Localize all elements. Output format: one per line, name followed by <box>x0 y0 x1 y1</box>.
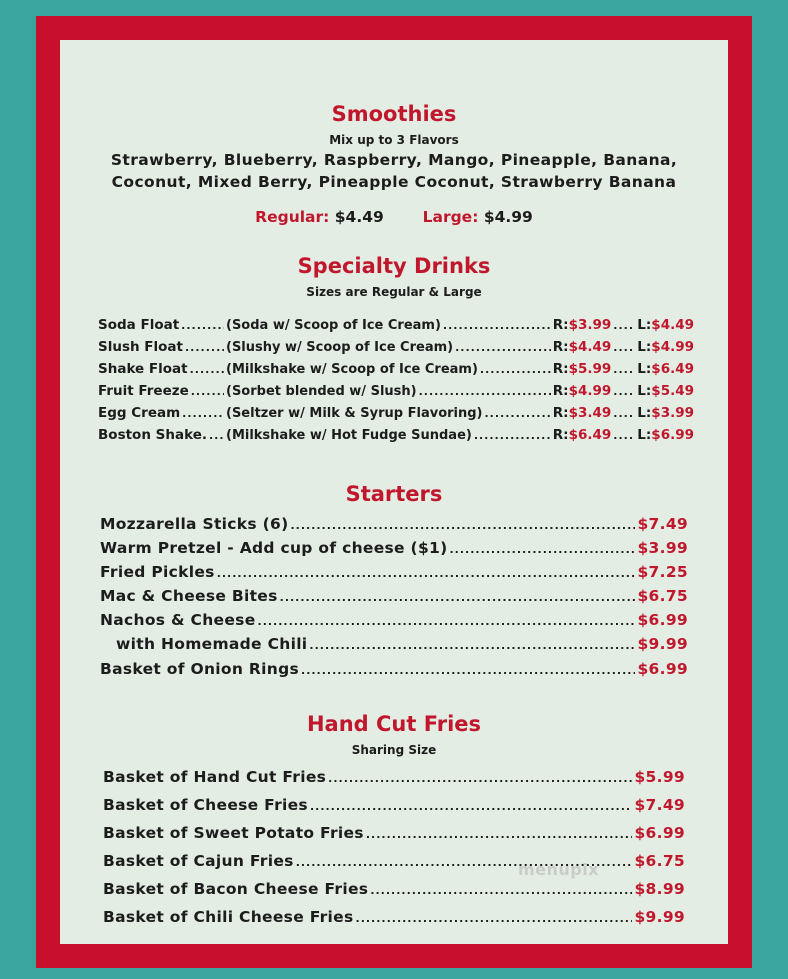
starter-row <box>100 611 688 629</box>
regular-price: $3.99 <box>568 317 612 333</box>
large-label: L: <box>637 383 652 399</box>
item-name: Mac & Cheese Bites <box>100 587 278 605</box>
item-name: Basket of Bacon Cheese Fries <box>103 880 369 898</box>
large-price: $4.99 <box>483 208 533 226</box>
large-label: L: <box>637 339 652 355</box>
starter-row <box>100 539 688 557</box>
item-name: Nachos & Cheese <box>100 611 256 629</box>
item-name: Fruit Freeze <box>98 383 189 399</box>
smoothies-subtitle: Mix up to 3 Flavors <box>329 133 459 147</box>
large-price: $4.49 <box>651 317 694 333</box>
item-price: $6.99 <box>637 660 688 678</box>
regular-label: R: <box>552 405 569 421</box>
regular-label: R: <box>552 361 569 377</box>
specialty-row <box>98 427 694 443</box>
specialty-title: Specialty Drinks <box>297 254 491 278</box>
smoothies-flavors-line1: Strawberry, Blueberry, Raspberry, Mango, Pineapple, Banana, <box>110 151 678 169</box>
item-price: $7.49 <box>634 796 685 814</box>
item-price: $6.75 <box>634 852 685 870</box>
item-price: $9.99 <box>637 635 688 653</box>
regular-label: R: <box>552 317 569 333</box>
menu-frame <box>36 16 752 968</box>
item-name: Warm Pretzel - Add cup of cheese ($1) <box>100 539 448 557</box>
specialty-row <box>98 339 694 355</box>
item-desc: (Seltzer w/ Milk & Syrup Flavoring) <box>226 406 483 421</box>
regular-price: $6.49 <box>568 427 612 443</box>
starter-row <box>116 635 688 653</box>
regular-price: $3.49 <box>568 405 612 421</box>
item-name: Basket of Cheese Fries <box>103 796 308 814</box>
item-desc: (Milkshake w/ Hot Fudge Sundae) <box>226 428 472 443</box>
large-label: L: <box>637 361 652 377</box>
item-name: Fried Pickles <box>100 563 215 581</box>
large-price: $3.99 <box>651 405 694 421</box>
smoothies-flavors-line2: Coconut, Mixed Berry, Pineapple Coconut, Strawberry Banana <box>111 173 677 191</box>
starter-row <box>100 660 688 678</box>
item-desc: (Slushy w/ Scoop of Ice Cream) <box>226 340 454 355</box>
smoothies-title: Smoothies <box>331 102 457 126</box>
item-desc: (Sorbet blended w/ Slush) <box>226 384 417 399</box>
item-price: $8.99 <box>634 880 685 898</box>
item-name: with Homemade Chili <box>116 635 308 653</box>
fries-subtitle: Sharing Size <box>351 743 437 757</box>
item-name: Basket of Cajun Fries <box>103 852 294 870</box>
specialty-row <box>98 317 694 333</box>
item-price: $6.75 <box>637 587 688 605</box>
regular-label: R: <box>552 339 569 355</box>
item-price: $6.99 <box>637 611 688 629</box>
item-price: $6.99 <box>634 824 685 842</box>
item-name: Basket of Sweet Potato Fries <box>103 824 364 842</box>
regular-label: R: <box>552 383 569 399</box>
starter-row <box>100 587 688 605</box>
item-price: $9.99 <box>634 908 685 926</box>
large-label: L: <box>637 405 652 421</box>
specialty-row <box>98 361 694 377</box>
item-name: Soda Float <box>98 317 180 333</box>
item-name: Basket of Hand Cut Fries <box>103 768 327 786</box>
regular-price: $5.99 <box>568 361 612 377</box>
specialty-row <box>98 383 694 399</box>
fries-row <box>103 824 685 842</box>
item-desc: (Soda w/ Scoop of Ice Cream) <box>226 318 441 333</box>
fries-row <box>103 908 685 926</box>
regular-price: $4.99 <box>568 383 612 399</box>
large-label: L: <box>637 317 652 333</box>
fries-title: Hand Cut Fries <box>306 712 482 736</box>
item-price: $7.49 <box>637 515 688 533</box>
specialty-subtitle: Sizes are Regular & Large <box>306 285 482 299</box>
large-label: Large: <box>422 208 479 226</box>
item-price: $3.99 <box>637 539 688 557</box>
item-name: Egg Cream <box>98 405 181 421</box>
fries-row <box>103 880 685 898</box>
fries-row <box>103 796 685 814</box>
item-name: Shake Float <box>98 361 188 377</box>
regular-label: Regular: <box>255 208 330 226</box>
regular-label: R: <box>552 427 569 443</box>
item-price: $7.25 <box>637 563 688 581</box>
item-desc: (Milkshake w/ Scoop of Ice Cream) <box>226 362 478 377</box>
starter-row <box>100 563 688 581</box>
item-name: Mozzarella Sticks (6) <box>100 515 289 533</box>
regular-price: $4.49 <box>334 208 384 226</box>
item-name: Boston Shake. <box>98 427 207 443</box>
large-price: $6.99 <box>651 427 694 443</box>
starters-title: Starters <box>345 482 443 506</box>
item-name: Slush Float <box>98 339 183 355</box>
watermark-logo: menupix <box>518 860 600 879</box>
item-name: Basket of Onion Rings <box>100 660 300 678</box>
fries-row <box>103 768 685 786</box>
large-price: $6.49 <box>651 361 694 377</box>
item-price: $5.99 <box>634 768 685 786</box>
large-label: L: <box>637 427 652 443</box>
regular-price: $4.49 <box>568 339 612 355</box>
starter-row <box>100 515 688 533</box>
item-name: Basket of Chili Cheese Fries <box>103 908 354 926</box>
large-price: $4.99 <box>651 339 694 355</box>
smoothies-sizes <box>60 208 728 226</box>
specialty-row <box>98 405 694 421</box>
large-price: $5.49 <box>651 383 694 399</box>
menu-panel <box>60 40 728 944</box>
